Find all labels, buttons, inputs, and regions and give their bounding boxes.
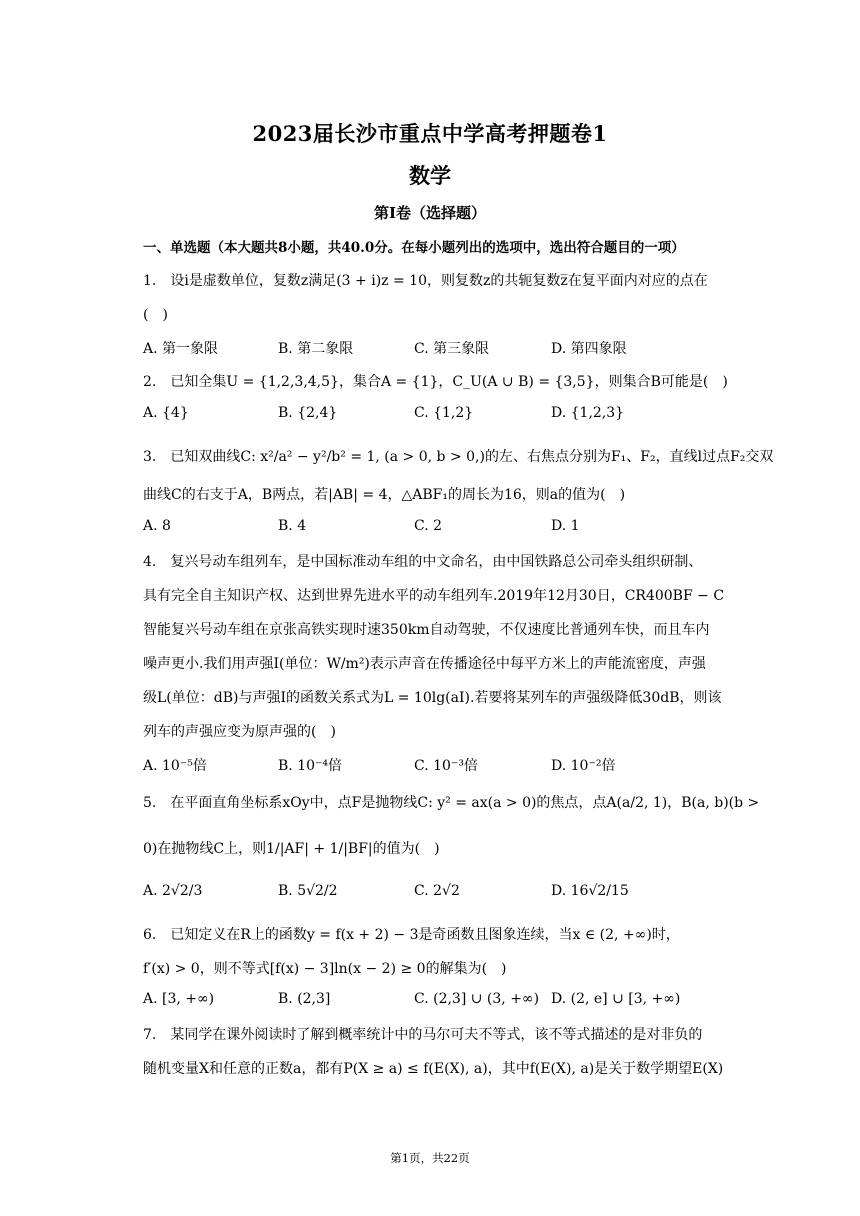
question-5-line-1: 5. 在平面直角坐标系xOy中，点F是抛物线C: y² = ax(a > 0)的焦点，点A(a/2, 1)，B(a, b)(b > [143, 795, 760, 811]
subject-title: 数学 [409, 163, 451, 188]
option-b: B. 第二象限 [278, 341, 354, 357]
question-3-line-2: 曲线C的右支于A，B两点，若|AB| = 4，△ABF₁的周长为16，则a的值为( ) [143, 487, 626, 503]
question-7-line-2: 随机变量X和任意的正数a，都有P(X ≥ a) ≤ f(E(X), a)，其中f(E(X), a)是关于数学期望E(X) [143, 1061, 724, 1077]
option-d: D. {1,2,3} [551, 405, 625, 421]
option-c: C. 2√2 [414, 883, 460, 899]
option-b: B. {2,4} [278, 405, 338, 421]
option-a: A. 第一象限 [143, 341, 219, 357]
question-6-line-1: 6. 已知定义在R上的函数y = f(x + 2) − 3是奇函数且图象连续，当x ∈ (2, +∞)时， [143, 927, 680, 943]
part-title: 第I卷（选择题） [373, 204, 487, 222]
question-4-line-2: 具有完全自主知识产权、达到世界先进水平的动车组列车.2019年12月30日，CR400BF − C [143, 588, 725, 604]
option-a: A. [3, +∞) [143, 991, 215, 1007]
question-4-line-5: 级L(单位：dB)与声强I的函数关系式为L = 10lg(aI).若要将某列车的声强级降低30dB，则该 [143, 690, 722, 706]
page-footer: 第1页，共22页 [390, 1151, 470, 1165]
option-a: A. 10⁻⁵倍 [143, 758, 207, 774]
question-4-line-6: 列车的声强应变为原声强的( ) [143, 724, 336, 740]
option-d: D. 1 [551, 518, 580, 534]
option-d: D. 10⁻²倍 [551, 758, 616, 774]
option-a: A. 8 [143, 518, 171, 534]
option-c: C. 10⁻³倍 [414, 758, 478, 774]
option-d: D. (2, e] ∪ [3, +∞) [551, 991, 681, 1007]
question-4-line-3: 智能复兴号动车组在京张高铁实现时速350km自动驾驶，不仅速度比普通列车快，而且车内 [143, 622, 710, 638]
question-1-line-1: 1. 设i是虚数单位，复数z满足(3 + i)z = 10，则复数z的共轭复数z̅在复平面内对应的点在 [143, 273, 708, 289]
option-d: D. 16√2/15 [551, 883, 629, 899]
question-1-line-2: ( ) [143, 307, 168, 323]
option-d: D. 第四象限 [551, 341, 627, 357]
section-heading: 一、单选题（本大题共8小题，共40.0分。在每小题列出的选项中，选出符合题目的一项） [143, 240, 685, 256]
exam-title: 2023届长沙市重点中学高考押题卷1 [252, 121, 608, 146]
option-c: C. {1,2} [414, 405, 474, 421]
option-b: B. 5√2/2 [278, 883, 338, 899]
option-b: B. 10⁻⁴倍 [278, 758, 343, 774]
question-4-line-1: 4. 复兴号动车组列车，是中国标准动车组的中文命名，由中国铁路总公司牵头组织研制、 [143, 554, 703, 570]
option-c: C. 2 [414, 518, 443, 534]
question-7-line-1: 7. 某同学在课外阅读时了解到概率统计中的马尔可夫不等式，该不等式描述的是对非负的 [143, 1027, 703, 1043]
question-5-line-2: 0)在抛物线C上，则1/|AF| + 1/|BF|的值为( ) [143, 841, 440, 857]
option-b: B. (2,3] [278, 991, 331, 1007]
option-b: B. 4 [278, 518, 307, 534]
option-a: A. {4} [143, 405, 189, 421]
question-3-line-1: 3. 已知双曲线C: x²/a² − y²/b² = 1, (a > 0, b > 0,)的左、右焦点分别为F₁、F₂，直线l过点F₂交双 [143, 449, 774, 465]
option-c: C. (2,3] ∪ (3, +∞) [414, 991, 540, 1007]
question-6-line-2: f′(x) > 0，则不等式[f(x) − 3]ln(x − 2) ≥ 0的解集为( ) [143, 961, 507, 977]
question-2-line-1: 2. 已知全集U = {1,2,3,4,5}，集合A = {1}，C_U(A ∪ B) = {3,5}，则集合B可能是( ) [143, 374, 728, 390]
option-c: C. 第三象限 [414, 341, 490, 357]
option-a: A. 2√2/3 [143, 883, 203, 899]
question-4-line-4: 噪声更小.我们用声强I(单位：W/m²)表示声音在传播途径中每平方米上的声能流密度，声强 [143, 656, 706, 672]
